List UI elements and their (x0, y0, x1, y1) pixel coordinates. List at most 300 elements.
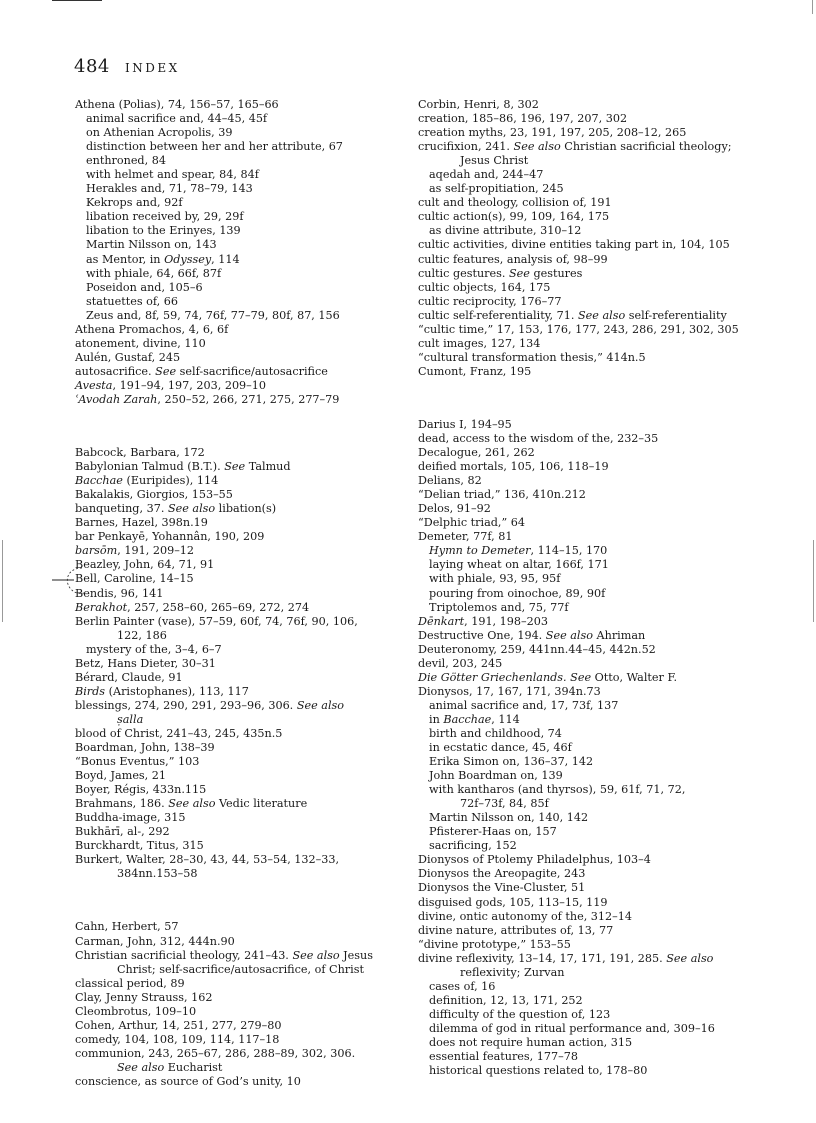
index-entry-text: crucifixion, 241. (418, 140, 514, 154)
index-entry (75, 393, 405, 407)
index-entry (418, 839, 798, 853)
index-entry (75, 699, 405, 713)
index-entry-text: Berlin Painter (vase), 57–59, 60f, 74, 76f, 90, 106, (75, 614, 358, 628)
index-entry (75, 502, 405, 516)
index-entry-text: Jesus (339, 948, 373, 962)
index-entry-text: Bell, Caroline, 14–15 (75, 572, 194, 586)
index-entry (418, 572, 798, 586)
index-entry-text: Bérard, Claude, 91 (75, 670, 183, 684)
index-entry-text: Carman, John, 312, 444n.90 (75, 934, 235, 948)
index-entry-text: Pfisterer-Haas on, 157 (429, 825, 557, 839)
index-entry (75, 949, 405, 963)
index-entry (75, 1019, 405, 1033)
index-entry-text: See also (292, 948, 340, 962)
index-entry-text: Burckhardt, Titus, 315 (75, 839, 204, 853)
index-entry-text: animal sacrifice and, 17, 73f, 137 (429, 698, 619, 712)
index-entry-text: See also (578, 308, 626, 322)
index-entry-text: barsōm (75, 544, 118, 558)
index-entry (75, 629, 405, 643)
index-entry-text: , 191–94, 197, 203, 209–10 (112, 378, 267, 392)
index-entry (418, 309, 798, 323)
index-column-right (418, 98, 798, 1078)
index-entry-text: mystery of the, 3–4, 6–7 (86, 642, 222, 656)
index-entry-text: creation, 185–86, 196, 197, 207, 302 (418, 112, 628, 126)
index-entry-text: atonement, divine, 110 (75, 336, 206, 350)
index-entry-text: Cohen, Arthur, 14, 251, 277, 279–80 (75, 1018, 282, 1032)
index-entry (418, 238, 798, 252)
index-entry-text: Triptolemos and, 75, 77f (429, 600, 569, 614)
index-entry-text: dilemma of god in ritual performance and, 309–16 (429, 1021, 715, 1035)
index-column-left (75, 98, 405, 1089)
index-entry-text: Corbin, Henri, 8, 302 (418, 98, 539, 111)
index-entry-text: sacrificing, 152 (429, 839, 517, 853)
index-entry-text: (Euripides), 114 (122, 474, 219, 488)
index-entry (75, 309, 405, 323)
index-entry (75, 140, 405, 154)
index-entry (75, 572, 405, 586)
index-entry (75, 558, 405, 572)
index-entry-text: cultic activities, divine entities taking part in, 104, 105 (418, 238, 730, 252)
index-entry (418, 769, 798, 783)
index-entry (418, 881, 798, 895)
index-entry-text: Bacchae (75, 474, 123, 488)
index-entry (418, 418, 798, 432)
index-entry-text: blessings, 274, 290, 291, 293–96, 306. (75, 698, 297, 712)
index-entry-text: self-referentiality (625, 308, 727, 322)
index-entry (418, 727, 798, 741)
index-entry-text: Demeter, 77f, 81 (418, 530, 513, 544)
index-entry (418, 853, 798, 867)
index-entry-text: essential features, 177–78 (429, 1050, 578, 1064)
index-entry (75, 224, 405, 238)
running-head: INDEX (124, 61, 180, 75)
index-entry (75, 797, 405, 811)
index-entry-text: , 250–52, 266, 271, 275, 277–79 (157, 392, 340, 406)
index-entry-text: self-sacrifice/autosacrifice (176, 364, 328, 378)
index-entry (418, 966, 798, 980)
index-entry-text: 122, 186 (117, 628, 167, 642)
index-entry (75, 544, 405, 558)
index-entry-text: devil, 203, 245 (418, 656, 503, 670)
index-entry-text: with phiale, 93, 95, 95f (429, 572, 561, 586)
index-entry (418, 910, 798, 924)
index-entry (418, 126, 798, 140)
index-entry (418, 1050, 798, 1064)
index-entry (75, 825, 405, 839)
index-entry (75, 253, 405, 267)
index-entry-text: Christian sacrificial theology; (560, 140, 732, 154)
index-entry (75, 446, 405, 460)
index-entry-text: Betz, Hans Dieter, 30–31 (75, 656, 216, 670)
index-entry-text: cultic gestures. (418, 266, 509, 280)
index-entry (418, 924, 798, 938)
index-entry (418, 629, 798, 643)
index-entry (418, 783, 798, 797)
index-entry-text: Deuteronomy, 259, 441nn.44–45, 442n.52 (418, 642, 656, 656)
index-entry (75, 671, 405, 685)
index-entry (418, 952, 798, 966)
index-entry (418, 168, 798, 182)
index-entry-text: definition, 12, 13, 171, 252 (429, 993, 583, 1007)
index-entry-text: Erika Simon on, 136–37, 142 (429, 755, 594, 769)
index-entry-text: Babylonian Talmud (B.T.). (75, 460, 225, 474)
index-entry-text: Talmud (245, 460, 291, 474)
index-entry (75, 168, 405, 182)
index-entry-text: cases of, 16 (429, 979, 496, 993)
index-entry (418, 797, 798, 811)
margin-line-left (2, 540, 3, 622)
index-entry (418, 196, 798, 210)
index-entry (418, 210, 798, 224)
index-entry-text: in (429, 712, 444, 726)
index-entry-text: Cahn, Herbert, 57 (75, 920, 179, 934)
index-entry-text: 72f–73f, 84, 85f (460, 797, 549, 811)
index-entry-text: communion, 243, 265–67, 286, 288–89, 302, 306. (75, 1046, 356, 1060)
index-entry-text: Herakles and, 71, 78–79, 143 (86, 182, 253, 196)
index-entry-text: , 191, 209–12 (117, 544, 195, 558)
index-entry-text: Cleombrotus, 109–10 (75, 1004, 197, 1018)
index-entry-text: See (509, 266, 530, 280)
index-entry-text: Ahriman (592, 628, 646, 642)
index-entry (75, 853, 405, 867)
index-entry (75, 713, 405, 727)
index-entry (75, 295, 405, 309)
index-entry (75, 615, 405, 629)
index-entry-text: with phiale, 64, 66f, 87f (86, 266, 222, 280)
index-entry-text: cult and theology, collision of, 191 (418, 196, 612, 210)
index-entry-text: See (155, 364, 177, 378)
index-entry-text: Decalogue, 261, 262 (418, 446, 535, 460)
index-entry-text: Darius I, 194–95 (418, 417, 512, 431)
index-entry (75, 474, 405, 488)
index-entry (75, 112, 405, 126)
index-entry (418, 811, 798, 825)
index-entry-text: Zeus and, 8f, 59, 74, 76f, 77–79, 80f, 87, 156 (86, 308, 340, 322)
index-entry (418, 938, 798, 952)
index-entry (418, 530, 798, 544)
index-entry-text: Dionysos, 17, 167, 171, 394n.73 (418, 684, 601, 698)
index-entry-text: cult images, 127, 134 (418, 336, 541, 350)
index-entry (418, 253, 798, 267)
index-entry-text: Brahmans, 186. (75, 797, 169, 811)
index-entry-text: Hymn to Demeter (429, 544, 531, 558)
index-entry-text: Boardman, John, 138–39 (75, 741, 215, 755)
index-entry-text: ṣalla (117, 712, 144, 726)
index-entry-text: Martin Nilsson on, 140, 142 (429, 811, 589, 825)
index-entry-text: libation received by, 29, 29f (86, 210, 244, 224)
index-entry-text: divine, ontic autonomy of the, 312–14 (418, 909, 632, 923)
index-entry-text: animal sacrifice and, 44–45, 45f (86, 112, 268, 126)
index-entry-text: , 114–15, 170 (530, 544, 608, 558)
page-number: 484 (74, 56, 110, 77)
index-entry-text: (Aristophanes), 113, 117 (105, 684, 249, 698)
index-entry-text: “divine prototype,” 153–55 (418, 937, 571, 951)
index-entry (418, 741, 798, 755)
index-entry-text: Aulén, Gustaf, 245 (75, 350, 181, 364)
index-entry-text: Cumont, Franz, 195 (418, 364, 532, 378)
index-entry-text: divine reflexivity, 13–14, 17, 171, 191, 285. (418, 951, 667, 965)
index-entry-text: See also (117, 1060, 165, 1074)
index-entry-text: Destructive One, 194. (418, 628, 546, 642)
index-entry-text: dead, access to the wisdom of the, 232–35 (418, 431, 659, 445)
index-entry-text: “Bonus Eventus,” 103 (75, 755, 200, 769)
index-entry-text: Bendis, 96, 141 (75, 586, 164, 600)
index-entry-text: deified mortals, 105, 106, 118–19 (418, 460, 609, 474)
index-entry (75, 196, 405, 210)
index-entry (418, 1064, 798, 1078)
index-entry (75, 337, 405, 351)
index-entry (75, 267, 405, 281)
index-entry (418, 544, 798, 558)
index-entry-text: laying wheat on altar, 166f, 171 (429, 558, 609, 572)
index-entry (418, 755, 798, 769)
index-entry-text: enthroned, 84 (86, 154, 166, 168)
index-entry (418, 1036, 798, 1050)
index-entry-text: birth and childhood, 74 (429, 726, 562, 740)
index-entry-text: ʿAvodah Zarah (75, 392, 158, 406)
index-entry (418, 323, 798, 337)
index-entry (418, 867, 798, 881)
index-entry-text: pouring from oinochoe, 89, 90f (429, 586, 606, 600)
index-entry-text: Boyer, Régis, 433n.115 (75, 783, 207, 797)
index-entry-text: , 257, 258–60, 265–69, 272, 274 (127, 600, 310, 614)
index-entry-text: Clay, Jenny Strauss, 162 (75, 990, 213, 1004)
index-entry-text: Bakalakis, Giorgios, 153–55 (75, 488, 233, 502)
index-entry-text: Christ; self-sacrifice/autosacrifice, of Christ (117, 962, 364, 976)
index-entry (418, 685, 798, 699)
index-entry (75, 379, 405, 393)
index-entry-text: 384nn.153–58 (117, 867, 198, 881)
index-entry-text: comedy, 104, 108, 109, 114, 117–18 (75, 1032, 280, 1046)
index-entry (418, 267, 798, 281)
index-entry-text: classical period, 89 (75, 976, 185, 990)
index-entry-text: , 114 (211, 252, 240, 266)
index-entry (418, 182, 798, 196)
index-entry-text: Burkert, Walter, 28–30, 43, 44, 53–54, 132–33, (75, 853, 340, 867)
index-entry (418, 112, 798, 126)
index-entry (75, 643, 405, 657)
index-entry-text: Athena Promachos, 4, 6, 6f (75, 322, 229, 336)
index-entry (418, 488, 798, 502)
index-entry (75, 98, 405, 112)
index-entry (418, 154, 798, 168)
index-entry (418, 980, 798, 994)
index-entry-text: difficulty of the question of, 123 (429, 1007, 611, 1021)
index-entry-text: cultic reciprocity, 176–77 (418, 294, 562, 308)
index-entry-text: John Boardman on, 139 (429, 769, 563, 783)
index-entry-text: Poseidon and, 105–6 (86, 280, 203, 294)
index-entry-text: bar Penkayē, Yohannân, 190, 209 (75, 530, 265, 544)
index-entry-text: Delos, 91–92 (418, 502, 491, 516)
index-entry (75, 488, 405, 502)
index-entry-text: with kantharos (and thyrsos), 59, 61f, 71, 72, (429, 783, 686, 797)
index-entry-text: Kekrops and, 92f (86, 196, 183, 210)
margin-line-right (813, 540, 814, 622)
index-entry-text: Dionysos of Ptolemy Philadelphus, 103–4 (418, 853, 651, 867)
letter-gap (75, 407, 405, 446)
index-entry-text: Delians, 82 (418, 474, 482, 488)
index-entry-text: conscience, as source of God’s unity, 10 (75, 1075, 301, 1088)
index-entry (418, 281, 798, 295)
index-entry (418, 671, 798, 685)
index-entry (75, 769, 405, 783)
index-entry (75, 741, 405, 755)
index-entry-text: Vedic literature (215, 797, 308, 811)
index-entry-text: Dionysos the Areopagite, 243 (418, 867, 586, 881)
index-entry (75, 1075, 405, 1089)
index-entry-text: Martin Nilsson on, 143 (86, 238, 217, 252)
index-entry-text: See also (168, 797, 216, 811)
index-entry (418, 295, 798, 309)
index-entry (75, 530, 405, 544)
index-entry-text: disguised gods, 105, 113–15, 119 (418, 895, 608, 909)
index-entry-text: Barnes, Hazel, 398n.19 (75, 516, 208, 530)
index-entry (75, 238, 405, 252)
index-entry-text: “Delian triad,” 136, 410n.212 (418, 488, 586, 502)
index-entry-text: See also (545, 628, 593, 642)
index-entry (418, 351, 798, 365)
index-entry-text: , 191, 198–203 (464, 614, 548, 628)
index-entry (75, 601, 405, 615)
index-entry-text: gestures (529, 266, 583, 280)
index-entry (418, 140, 798, 154)
index-entry-text: See also (513, 140, 561, 154)
index-entry (75, 365, 405, 379)
index-entry-text: creation myths, 23, 191, 197, 205, 208–12, 265 (418, 126, 687, 140)
index-entry (75, 281, 405, 295)
index-entry-text: reflexivity; Zurvan (460, 965, 565, 979)
index-entry (75, 1005, 405, 1019)
index-entry-text: aqedah and, 244–47 (429, 168, 544, 182)
index-entry-text: Athena (Polias), 74, 156–57, 165–66 (75, 98, 279, 111)
index-entry-text: cultic action(s), 99, 109, 164, 175 (418, 210, 610, 224)
index-entry-text: Christian sacrificial theology, 241–43. (75, 948, 293, 962)
index-entry-text: cultic self-referentiality, 71. (418, 308, 578, 322)
index-entry (418, 337, 798, 351)
index-entry (418, 699, 798, 713)
index-entry-text: as Mentor, in (86, 252, 165, 266)
index-entry (75, 1061, 405, 1075)
index-entry (418, 502, 798, 516)
index-entry-text: Eucharist (164, 1060, 223, 1074)
index-entry-text: as divine attribute, 310–12 (429, 224, 582, 238)
index-entry-text: Boyd, James, 21 (75, 769, 167, 783)
index-entry (418, 713, 798, 727)
index-entry-text: Jesus Christ (460, 154, 529, 168)
index-entry (418, 994, 798, 1008)
index-entry (418, 657, 798, 671)
index-entry-text: Beazley, John, 64, 71, 91 (75, 558, 215, 572)
index-entry-text: with helmet and spear, 84, 84f (86, 168, 259, 182)
index-entry (75, 126, 405, 140)
index-entry-text: cultic objects, 164, 175 (418, 280, 551, 294)
index-entry (75, 657, 405, 671)
index-entry-text: , 114 (491, 712, 520, 726)
margin-line-top-right (812, 0, 813, 14)
top-rule (52, 0, 102, 1)
index-entry-text: “cultic time,” 17, 153, 176, 177, 243, 286, 291, 302, 305 (418, 322, 739, 336)
index-entry-text: Otto, Walter F. (591, 670, 678, 684)
index-entry-text: distinction between her and her attribute, 67 (86, 140, 343, 154)
index-entry (75, 839, 405, 853)
index-entry-text: “cultural transformation thesis,” 414n.5 (418, 350, 646, 364)
index-entry (75, 783, 405, 797)
index-entry (75, 351, 405, 365)
index-entry (418, 896, 798, 910)
index-entry (75, 210, 405, 224)
index-entry (75, 154, 405, 168)
index-entry-text: See also (296, 698, 344, 712)
index-entry-text: autosacrifice. (75, 364, 156, 378)
index-entry (418, 460, 798, 474)
index-entry-text: Avesta (75, 378, 113, 392)
index-entry (418, 601, 798, 615)
index-entry-text: Berakhot (75, 600, 128, 614)
index-entry (75, 460, 405, 474)
index-entry (75, 1033, 405, 1047)
index-entry-text: Die Götter Griechenlands. See (418, 670, 592, 684)
index-entry (418, 825, 798, 839)
index-entry-text: See also (167, 502, 216, 516)
index-entry-text: cultic features, analysis of, 98–99 (418, 252, 608, 266)
index-entry (418, 558, 798, 572)
index-entry (75, 935, 405, 949)
index-entry (418, 98, 798, 112)
index-entry (75, 977, 405, 991)
index-entry-text: statuettes of, 66 (86, 294, 178, 308)
index-entry-text: historical questions related to, 178–80 (429, 1064, 648, 1078)
index-entry (75, 516, 405, 530)
index-entry-text: Bukhārī, al-, 292 (75, 825, 170, 839)
letter-gap (418, 379, 798, 418)
index-entry-text: in ecstatic dance, 45, 46f (429, 741, 572, 755)
index-entry-text: libation(s) (215, 502, 277, 516)
index-entry (75, 920, 405, 934)
index-entry (75, 1047, 405, 1061)
index-entry-text: Bacchae (443, 712, 492, 726)
index-entry-text: on Athenian Acropolis, 39 (86, 126, 233, 140)
index-entry-text: libation to the Erinyes, 139 (86, 224, 241, 238)
index-entry (75, 727, 405, 741)
index-entry-text: See (224, 460, 246, 474)
index-entry (418, 1022, 798, 1036)
index-entry (418, 432, 798, 446)
index-entry (75, 323, 405, 337)
index-entry-text: Babcock, Barbara, 172 (75, 446, 205, 460)
index-entry (75, 755, 405, 769)
index-entry (418, 587, 798, 601)
index-entry-text: does not require human action, 315 (429, 1036, 633, 1049)
index-entry-text: Dionysos the Vine-Cluster, 51 (418, 881, 586, 895)
index-entry (418, 615, 798, 629)
page-header (74, 56, 180, 80)
letter-gap (75, 881, 405, 920)
index-entry-text: “Delphic triad,” 64 (418, 516, 525, 530)
index-entry-text: banqueting, 37. (75, 502, 168, 516)
index-entry-text: See also (666, 951, 714, 965)
index-entry (75, 991, 405, 1005)
index-entry (418, 446, 798, 460)
index-entry (418, 516, 798, 530)
index-entry (418, 224, 798, 238)
index-entry-text: as self-propitiation, 245 (429, 182, 564, 196)
index-entry (75, 963, 405, 977)
index-entry-text: Birds (75, 684, 106, 698)
index-entry-text: blood of Christ, 241–43, 245, 435n.5 (75, 726, 283, 740)
index-entry (418, 1008, 798, 1022)
index-entry (418, 365, 798, 379)
index-entry (418, 643, 798, 657)
